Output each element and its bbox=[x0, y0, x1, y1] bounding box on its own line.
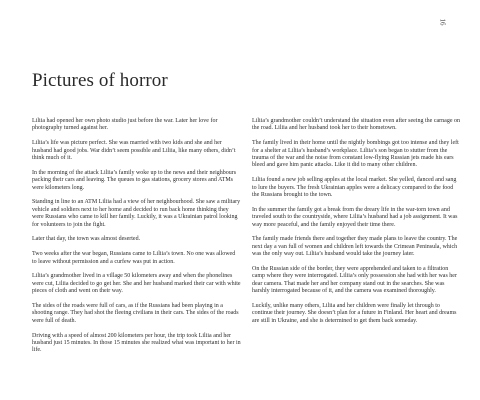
paragraph: In the morning of the attack Liliia’s family woke up to the news and their neighbours packing their cars and leaving. The queues to gas stations, grocery stores and ATMs were kilometers long. bbox=[32, 169, 237, 191]
right-column bbox=[252, 118, 461, 333]
paragraph: On the Russian side of the border, they were apprehended and taken to a filtration camp where they were interrogated. Liliia’s only possession she had with her was her dear camera. That made her and her company stand out in the searches. She was harshly interrogated because of it, and the camera was examined thoroughly. bbox=[252, 266, 457, 295]
paragraph: Two weeks after the war began, Russians came to Liliia’s town. No one was allowed to leave without permission and a curfew was put in action. bbox=[32, 251, 236, 265]
paragraph: Later that day, the town was almost deserted. bbox=[32, 236, 141, 243]
paragraph: Liliia’s grandmother couldn’t understand the situation even after seeing the carnage on the road. Liliia and her husband took her to their hometown. bbox=[252, 118, 460, 132]
paragraph: The family made friends there and together they made plans to leave the country. The next day a van full of women and children left towards the Crimean Peninsula, which was the only way out. Liliia’s husband would take the journey later. bbox=[252, 236, 458, 258]
paragraph: Liliia found a new job selling apples at the local market. She yelled, danced and sang to lure the buyers. The fresh Ukrainian apples were a delicacy compared to the food the Russians brought to the town. bbox=[252, 177, 457, 199]
page-number: 16 bbox=[438, 18, 447, 26]
paragraph: The sides of the roads were full of cars, as if the Russians had been playing in a shooting range. They had shot the fleeing civilians in their cars. The sides of the roads were full of death. bbox=[32, 303, 239, 324]
paragraph: Liliia had opened her own photo studio just before the war. Later her love for photography turned against her. bbox=[32, 118, 218, 132]
paragraph: Liliia’s life was picture perfect. She was married with two kids and she and her husband had good jobs. War didn’t seem possible and Liliia, like many others, didn’t think much of it. bbox=[32, 140, 236, 162]
paragraph: The family lived in their home until the nightly bombings got too intense and they left for a shelter at Liliia’s husband’s workplace. Liliia’s son began to stutter from the trauma of the war and the noise from constant low-flying Russian jets made his ears bleed and gave him panic attacks. Like it did to many other children. bbox=[252, 140, 459, 169]
article-title: Pictures of horror bbox=[32, 70, 168, 91]
left-column bbox=[32, 118, 241, 362]
paragraph: Standing in line to an ATM Liliia had a view of her neighbourhood. She saw a military vehicle and soldiers next to her home and decided to run back home thinking they were Russians who came to kill her family. Luckily, it was a Ukrainian patrol looking for volunteers to join the fight. bbox=[32, 199, 241, 228]
paragraph: Liliia’s grandmother lived in a village 50 kilometers away and when the phonelines were cut, Liliia decided to go get her. She and her husband marked their car with white pieces of cloth and went on their way. bbox=[32, 273, 241, 295]
paragraph: In the summer the family got a break from the dreary life in the war-torn town and traveled south to the countryside, where Liliia’s husband had a job assignment. It was way more peaceful, and the family enjoyed their time there. bbox=[252, 206, 458, 228]
paragraph: Luckily, unlike many others, Liliia and her children were finally let through to continue their journey. She doesn’t plan for a future in Finland. Her heart and dreams are still in Ukraine, and she is determined to get them back someday. bbox=[252, 303, 457, 324]
paragraph: Driving with a speed of almost 200 kilometers per hour, the trip took Liliia and her husband just 15 minutes. In those 15 minutes she realized what was important to her in life. bbox=[32, 332, 241, 354]
